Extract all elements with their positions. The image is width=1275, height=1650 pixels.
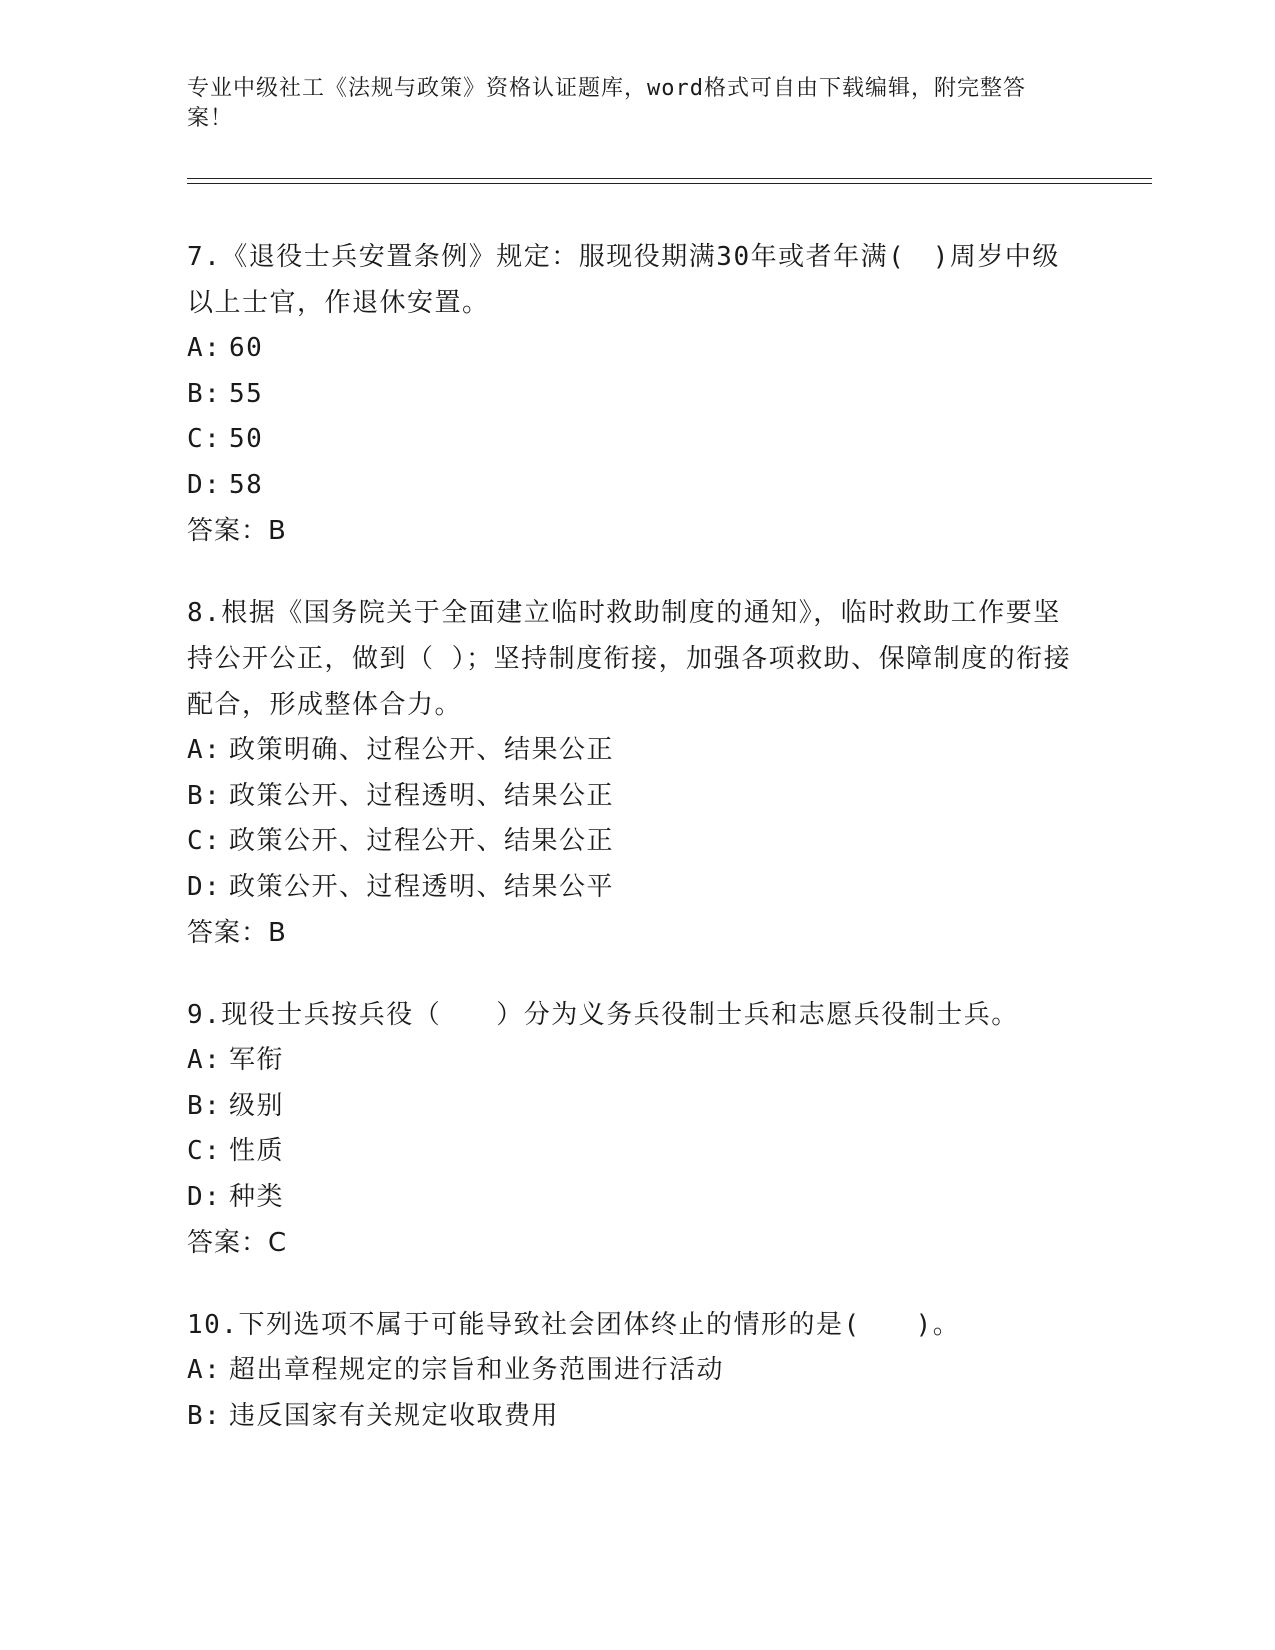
option-key: B: (187, 1090, 222, 1121)
option-b (187, 1394, 1087, 1440)
option-b (187, 1084, 1087, 1130)
option-value: 性质 (229, 1136, 285, 1166)
option-value: 政策公开、过程公开、结果公正 (229, 826, 615, 856)
answer-line: 答案：B (187, 516, 287, 546)
question-text: 9.现役士兵按兵役（ ）分为义务兵役制士兵和志愿兵役制士兵。 (187, 1000, 1019, 1030)
option-a (187, 326, 1087, 372)
option-key: C: (187, 1136, 222, 1166)
option-value: 超出章程规定的宗旨和业务范围进行活动 (229, 1355, 725, 1385)
option-value: 58 (229, 469, 264, 500)
answer-line: 答案：C (187, 1228, 288, 1258)
option-key: A: (187, 735, 222, 765)
option-d (187, 463, 1087, 509)
option-key: A: (187, 1355, 222, 1385)
page-header-text: 专业中级社工《法规与政策》资格认证题库，word格式可自由下载编辑，附完整答案！ (187, 76, 1026, 131)
header-rule-top (187, 178, 1152, 179)
question-text: 7.《退役士兵安置条例》规定：服现役期满30年或者年满( )周岁中级以上士官，作退休安置。 (187, 242, 1060, 318)
option-key: A: (187, 333, 222, 363)
question-7 (187, 234, 1087, 554)
option-key: B: (187, 378, 222, 409)
option-d (187, 1175, 1087, 1221)
question-list (187, 234, 1087, 1475)
option-a (187, 728, 1087, 774)
option-value: 级别 (229, 1090, 285, 1121)
option-b (187, 774, 1087, 820)
option-key: B: (187, 780, 222, 811)
option-value: 政策公开、过程透明、结果公正 (229, 780, 615, 811)
option-c (187, 819, 1087, 865)
option-value: 50 (229, 424, 264, 454)
question-text: 8.根据《国务院关于全面建立临时救助制度的通知》，临时救助工作要坚持公开公正，做到（ ）；坚持制度衔接，加强各项救助、保障制度的衔接配合，形成整体合力。 (187, 598, 1072, 720)
question-9 (187, 992, 1087, 1266)
option-key: D: (187, 1181, 222, 1212)
option-value: 60 (229, 333, 264, 363)
option-c (187, 1129, 1087, 1175)
option-b (187, 372, 1087, 418)
option-value: 种类 (229, 1181, 285, 1212)
header-rule-bottom (187, 183, 1152, 184)
option-key: C: (187, 424, 222, 454)
option-d (187, 865, 1087, 911)
question-10 (187, 1302, 1087, 1439)
option-key: D: (187, 469, 222, 500)
option-c (187, 417, 1087, 463)
option-value: 政策明确、过程公开、结果公正 (229, 735, 615, 765)
option-key: D: (187, 871, 222, 902)
option-key: C: (187, 826, 222, 856)
question-text: 10.下列选项不属于可能导致社会团体终止的情形的是( )。 (187, 1310, 961, 1340)
option-value: 军衔 (229, 1045, 285, 1075)
option-value: 违反国家有关规定收取费用 (229, 1400, 560, 1431)
answer-line: 答案：B (187, 918, 287, 948)
option-key: B: (187, 1400, 222, 1431)
option-a (187, 1348, 1087, 1394)
option-value: 政策公开、过程透明、结果公平 (229, 871, 615, 902)
option-value: 55 (229, 378, 264, 409)
option-key: A: (187, 1045, 222, 1075)
question-8 (187, 590, 1087, 956)
option-a (187, 1038, 1087, 1084)
